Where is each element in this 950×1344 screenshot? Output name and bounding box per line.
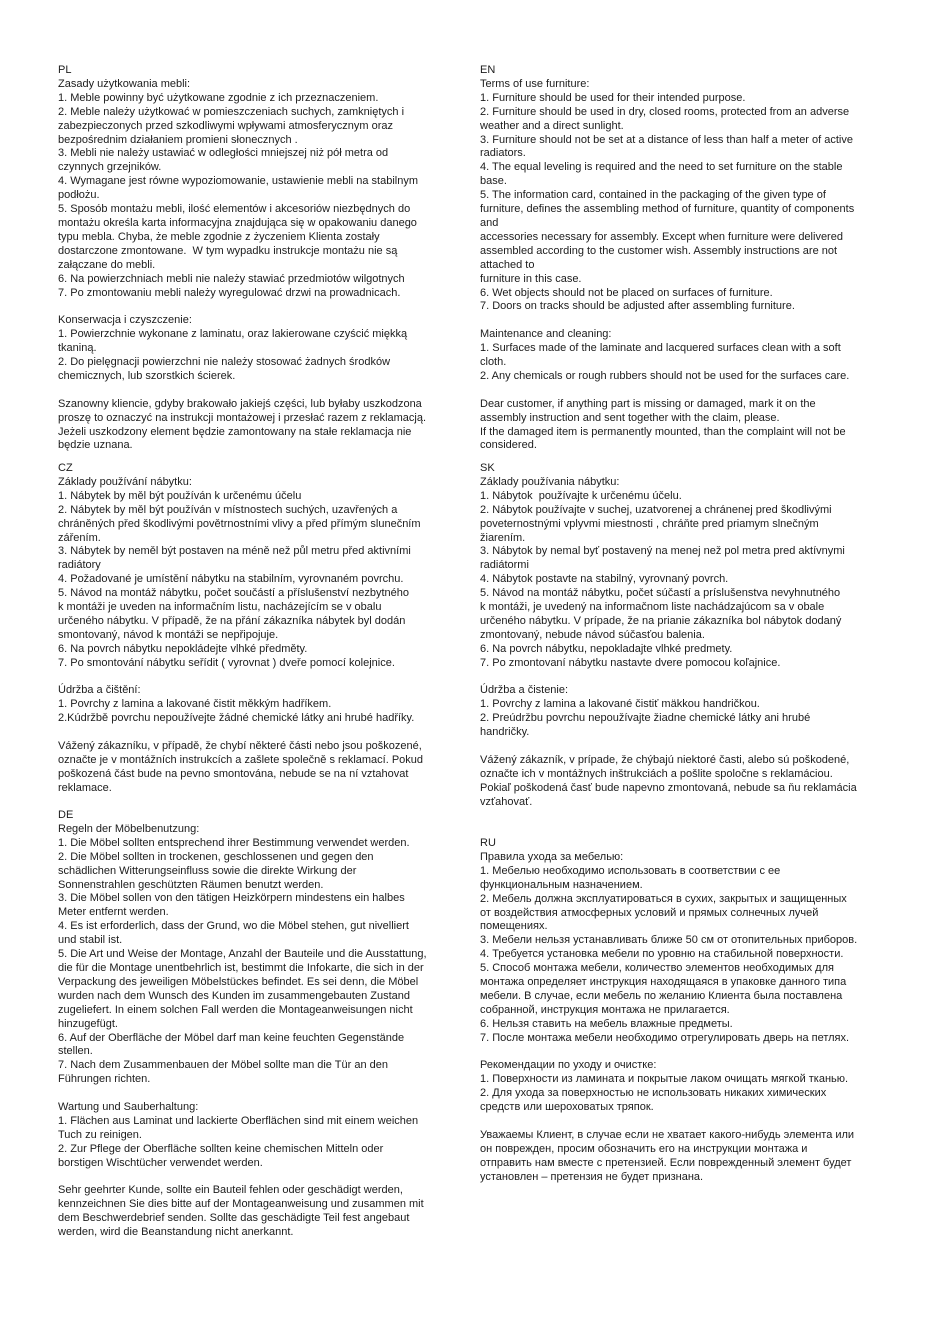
text-line: handričky. — [480, 726, 530, 739]
text-line: Führungen richten. — [58, 1073, 151, 1086]
text-line: montażu określa karta informacyjna znajdująca się w opakowaniu danego — [58, 216, 417, 229]
text-line: furniture, defines the assembling method of furniture, quantity of components — [480, 203, 855, 216]
section-cz — [58, 462, 468, 796]
blank-line — [58, 384, 468, 398]
text-line: Konserwacja i czyszczenie: — [58, 314, 192, 327]
text-line: určeného nábytku. V případě, že na přání zákazníka nábytek byl dodán — [58, 614, 406, 627]
text-line: wurden nach dem Wunsch des Kunden im zusammengebauten Zustand — [58, 989, 411, 1002]
blank-line — [480, 1115, 890, 1129]
text-line: установлен – претензия не будет признана. — [480, 1170, 704, 1183]
text-line: označte ich v montážnych inštrukciách a pošlite spoločne s reklamáciou. — [480, 767, 833, 780]
text-line: 1. Flächen aus Laminat und lackierte Oberflächen sind mit einem weichen — [58, 1114, 419, 1127]
text-line: 7. Po zmontowaniu mebli należy wyregulować drzwi na prowadnicach. — [58, 286, 401, 299]
text-line: от воздействия атмосферных условий и прямых солнечных лучей — [480, 906, 819, 919]
text-line: 1. Nábytek by měl být používán k určenému účelu — [58, 489, 302, 502]
text-line: 4. Es ist erforderlich, dass der Grund, wo die Möbel stehen, gut nivelliert — [58, 920, 409, 933]
blank-line — [480, 384, 890, 398]
language-code: EN — [480, 64, 496, 76]
text-line: 6. Wet objects should not be placed on surfaces of furniture. — [480, 286, 773, 299]
text-line: weather and a direct sunlight. — [480, 119, 624, 132]
text-line: zugeliefert. In einem solchen Fall werden die Montageanweisungen nicht — [58, 1003, 413, 1016]
text-line: cloth. — [480, 356, 507, 369]
text-line: žiarením. — [480, 531, 526, 544]
text-line: 1. Surfaces made of the laminate and lacquered surfaces clean with a soft — [480, 342, 841, 355]
text-line: 2. Мебель должна эксплуатироваться в сухих, закрытых и защищенных — [480, 892, 847, 905]
text-line: 5. The information card, contained in the packaging of the given type of — [480, 189, 826, 202]
text-line: radiátormi — [480, 559, 529, 572]
blank-line — [480, 314, 890, 328]
blank-line — [58, 671, 468, 685]
text-line: Terms of use furniture: — [480, 77, 590, 90]
text-line: załączane do mebli. — [58, 258, 156, 271]
text-line: tkaniną. — [58, 342, 97, 355]
text-line: k montáži je uveden na informačním listu, nacházejícím se v obalu — [58, 601, 382, 614]
text-line: poškozená část bude na pevno smontována, nebude se na ní vztahovat — [58, 767, 409, 780]
text-line: 1. Die Möbel sollten entsprechend ihrer Bestimmung verwendet werden. — [58, 836, 410, 849]
text-line: 7. Nach dem Zusammenbauen der Möbel sollte man die Tür an den — [58, 1059, 388, 1072]
text-line: typu mebla. Chyba, że meble zgodnie z życzeniem Klienta zostały — [58, 230, 380, 243]
text-line: средств или шероховатых тряпок. — [480, 1101, 654, 1114]
text-line: 2. Furniture should be used in dry, closed rooms, protected from an adverse — [480, 105, 850, 118]
text-line: Jeżeli uszkodzony element będzie zamontowany na stałe reklamacja nie — [58, 425, 412, 438]
text-line: podłożu. — [58, 189, 100, 202]
text-line: 2. Meble należy użytkować w pomieszczeniach suchych, zamkniętych i — [58, 105, 405, 118]
text-line: 6. Na povrch nábytku, nepokladajte vlhké predmety. — [480, 642, 733, 655]
language-code: CZ — [58, 462, 73, 474]
text-line: 5. Návod na montáž nábytku, počet súčastí a príslušenstva nevyhnutného — [480, 587, 841, 600]
language-code: PL — [58, 64, 72, 76]
text-line: 3. Nábytek by neměl být postaven na méně než půl metru před aktivními — [58, 545, 411, 558]
blank-line — [480, 1046, 890, 1060]
blank-line — [58, 726, 468, 740]
text-line: Základy používání nábytku: — [58, 475, 192, 488]
text-line: Údržba a čistenie: — [480, 684, 569, 697]
text-line: 7. Po zmontovaní nábytku nastavte dvere pomocou koľajnice. — [480, 656, 781, 669]
text-line: 3. Мебели нельзя устанавливать ближе 50 см от отопительных приборов. — [480, 934, 858, 947]
text-line: 1. Furniture should be used for their intended purpose. — [480, 91, 746, 104]
text-line: 2.Kúdržbě povrchu nepoužívejte žádné chemické látky ani hrubé hadříky. — [58, 712, 415, 725]
text-line: функциональным назначением. — [480, 878, 643, 891]
text-line: 5. Návod na montáž nábytku, počet součástí a příslušenství nezbytného — [58, 587, 409, 600]
blank-line — [58, 1087, 468, 1101]
text-line: assembly instruction and sent together with the claim, please. — [480, 411, 780, 424]
text-line: schädlichen Witterungseinfluss sowie die direkte Wirkung der — [58, 864, 357, 877]
text-line: 7. После монтажа мебели необходимо отрегулировать дверь на петлях. — [480, 1031, 850, 1044]
text-line: 1. Поверхности из ламината и покрытые лаком очищать мягкой тканью. — [480, 1073, 849, 1086]
language-code: RU — [480, 837, 496, 849]
text-line: Údržba a čištění: — [58, 684, 141, 697]
text-line: k montáži, je uvedený na informačnom liste nachádzajúcom sa v obale — [480, 601, 825, 614]
text-line: 1. Povrchy z lamina a lakované čistiť mäkkou handričkou. — [480, 698, 760, 711]
text-line: 1. Мебелью необходимо использовать в соответствии с ее — [480, 864, 781, 877]
text-line: 4. Nábytok postavte na stabilný, vyrovnaný povrch. — [480, 573, 729, 586]
text-line: 4. Wymagane jest równe wypoziomowanie, ustawienie mebli na stabilnym — [58, 175, 419, 188]
text-line: Maintenance and cleaning: — [480, 328, 612, 341]
text-line: 1. Meble powinny być użytkowane zgodnie z ich przeznaczeniem. — [58, 91, 379, 104]
text-line: Vážený zákazníku, v případě, že chybí některé části nebo jsou poškozené, — [58, 740, 422, 753]
text-line: chráněných před škodlivými povětrnostními vlivy a před přímým slunečním — [58, 517, 421, 530]
text-line: die für die Montage unentbehrlich ist, bestimmt die Infokarte, die sich in der — [58, 961, 424, 974]
text-line: помещениях. — [480, 920, 548, 933]
text-line: zabezpieczonych przed szkodliwymi wpływami atmosferycznym oraz — [58, 119, 394, 132]
text-line: poveternostnými vplyvmi miestnosti , chráňte pred priamym slnečným — [480, 517, 819, 530]
text-line: 6. Auf der Oberfläche der Möbel darf man keine feuchten Gegenstände — [58, 1031, 405, 1044]
text-line: chemicznych, lub szorstkich ścierek. — [58, 369, 236, 382]
text-line: 3. Die Möbel sollen von den tätigen Heizkörpern mindestens ein halbes — [58, 892, 405, 905]
text-line: určeného nábytku. V prípade, že na prianie zákazníka bol nábytok dodaný — [480, 614, 842, 627]
text-line: zářením. — [58, 531, 101, 544]
section-sk — [480, 462, 890, 810]
section-ru — [480, 837, 890, 1185]
text-line: and — [480, 216, 499, 229]
text-line: Regeln der Möbelbenutzung: — [58, 822, 200, 835]
text-line: 7. Doors on tracks should be adjusted after assembling furniture. — [480, 300, 795, 313]
text-line: мебели. В случае, если мебель по желанию Клиента была поставлена — [480, 989, 843, 1002]
text-line: zmontovaný, nebude návod súčasťou balenia. — [480, 628, 705, 641]
text-line: Zasady użytkowania mebli: — [58, 77, 191, 90]
text-line: 7. Po smontování nábytku seřídit ( vyrovnat ) dveře pomocí kolejnice. — [58, 656, 395, 669]
text-line: 4. Требуется установка мебели по уровню на стабильной поверхности. — [480, 948, 844, 961]
text-line: bezpośrednim działaniem promieni słonecznych . — [58, 133, 298, 146]
text-line: Рекомендации по уходу и очистке: — [480, 1059, 657, 1072]
text-line: furniture in this case. — [480, 272, 582, 285]
text-line: собранной, инструкция монтажа не прилагается. — [480, 1003, 730, 1016]
text-line: werden, wird die Beanstandung nicht anerkannt. — [58, 1226, 294, 1239]
blank-line — [480, 740, 890, 754]
text-line: Уважаемы Клиент, в случае если не хватает какого-нибудь элемента или — [480, 1129, 855, 1141]
text-line: If the damaged item is permanently mounted, than the complaint will not be — [480, 425, 846, 438]
text-line: accessories necessary for assembly. Except when furniture were delivered — [480, 230, 843, 243]
text-line: 3. Nábytok by nemal byť postavený na menej než pol metra pred aktívnymi — [480, 545, 845, 558]
text-line: 5. Способ монтажа мебели, количество элементов необходимых для — [480, 962, 834, 975]
blank-line — [480, 671, 890, 685]
text-line: 1. Powierzchnie wykonane z laminatu, oraz lakierowane czyścić miękką — [58, 328, 408, 341]
text-line: Základy používania nábytku: — [480, 475, 620, 488]
text-line: 2. Nábytek by měl být používán v místnostech suchých, uzavřených a — [58, 503, 398, 516]
text-line: 6. Na powierzchniach mebli nie należy stawiać przedmiotów wilgotnych — [58, 272, 405, 285]
text-line: Wartung und Sauberhaltung: — [58, 1101, 199, 1114]
text-line: hinzugefügt. — [58, 1017, 118, 1030]
text-line: borstigen Wischtücher verwendet werden. — [58, 1156, 263, 1169]
text-line: Tuch zu reinigen. — [58, 1128, 142, 1141]
text-line: dostarczone zmontowane. W tym wypadku instrukcje montażu nie są — [58, 244, 398, 257]
text-line: smontovaný, návod k montáži se nepřipojuje. — [58, 628, 279, 641]
text-line: отправить нам вместе с претензией. Если поврежденный элемент будет — [480, 1156, 852, 1169]
text-line: 2. Die Möbel sollten in trockenen, geschlossenen und gegen den — [58, 850, 374, 863]
text-line: Szanowny kliencie, gdyby brakowało jakiejś części, lub byłaby uszkodzona — [58, 397, 422, 410]
text-line: Pokiaľ poškodená časť bude napevno zmontovaná, nebude sa ňu reklamácia — [480, 781, 857, 794]
blank-line — [58, 300, 468, 314]
text-line: 4. Požadované je umístění nábytku na stabilním, vyrovnaném povrchu. — [58, 573, 404, 586]
text-line: Dear customer, if anything part is missing or damaged, mark it on the — [480, 397, 816, 410]
blank-line — [58, 1171, 468, 1185]
text-line: 3. Mebli nie należy ustawiać w odległości mniejszej niż pół metra od — [58, 147, 389, 160]
text-line: radiators. — [480, 147, 526, 160]
text-line: radiátory — [58, 559, 101, 572]
text-line: 4. The equal leveling is required and the need to set furniture on the stable — [480, 161, 843, 174]
text-line: assembled according to the customer wish. Assembly instructions are not — [480, 244, 838, 257]
text-line: und stabil ist. — [58, 934, 123, 947]
section-pl — [58, 64, 468, 453]
text-line: dem Beschwerdebrief senden. Sollte das geschädigte Teil fest angebaut — [58, 1212, 410, 1225]
text-line: kennzeichnen Sie dies bitte auf der Montageanweisung und zusammen mit — [58, 1198, 424, 1211]
text-line: Sehr geehrter Kunde, sollte ein Bauteil fehlen oder geschädigt werden, — [58, 1184, 403, 1197]
text-line: Правила ухода за мебелью: — [480, 850, 624, 863]
text-line: attached to — [480, 258, 535, 271]
text-line: będzie uznana. — [58, 439, 133, 452]
text-line: base. — [480, 175, 507, 188]
text-line: vzťahovať. — [480, 795, 533, 808]
text-line: stellen. — [58, 1045, 93, 1058]
text-line: 1. Nábytok používajte k určenému účelu. — [480, 489, 682, 502]
text-line: он поврежден, просим обозначить его на инструкции монтажа и — [480, 1142, 808, 1155]
text-line: Sonnenstrahlen geschützten Räumen benutzt werden. — [58, 878, 324, 891]
section-de — [58, 809, 468, 1240]
text-line: монтажа определяет инструкция находящаяся в упаковке данного типа — [480, 976, 847, 989]
language-code: SK — [480, 462, 495, 474]
text-line: Vážený zákazník, v prípade, že chýbajú niektoré časti, alebo sú poškodené, — [480, 754, 850, 766]
text-line: 5. Sposób montażu mebli, ilość elementów i akcesoriów niezbędnych do — [58, 203, 411, 216]
text-line: 2. Для ухода за поверхностью не использовать никаких химических — [480, 1087, 827, 1100]
text-line: czynnych grzejników. — [58, 161, 162, 174]
text-line: 5. Die Art und Weise der Montage, Anzahl der Bauteile und die Ausstattung, — [58, 948, 427, 961]
text-line: 1. Povrchy z lamina a lakované čistit měkkým hadříkem. — [58, 698, 332, 711]
text-line: 2. Do pielęgnacji powierzchni nie należy stosować żadnych środków — [58, 356, 391, 369]
text-line: 2. Any chemicals or rough rubbers should not be used for the surfaces care. — [480, 369, 850, 382]
text-line: 2. Preúdržbu povrchu nepoužívajte žiadne chemické látky ani hrubé — [480, 712, 811, 725]
text-line: Verpackung des jeweiligen Möbelstückes befindet. Es sei denn, die Möbel — [58, 975, 419, 988]
text-line: 2. Nábytok používajte v suchej, uzatvorenej a chránenej pred škodlivými — [480, 503, 832, 516]
text-line: proszę to oznaczyć na instrukcji montażowej i przesłać razem z reklamacją. — [58, 411, 427, 424]
text-line: Meter entfernt werden. — [58, 906, 169, 919]
text-line: reklamace. — [58, 781, 112, 794]
text-line: considered. — [480, 439, 537, 452]
text-line: 6. Na povrch nábytku nepokládejte vlhké předměty. — [58, 642, 308, 655]
section-en — [480, 64, 890, 453]
language-code: DE — [58, 809, 74, 821]
text-line: 3. Furniture should not be set at a distance of less than half a meter of active — [480, 133, 853, 146]
text-line: 6. Нельзя ставить на мебель влажные предметы. — [480, 1017, 733, 1030]
text-line: označte je v montážních instrukcích a zašlete společně s reklamací. Pokud — [58, 754, 424, 766]
text-line: 2. Zur Pflege der Oberfläche sollten keine chemischen Mitteln oder — [58, 1142, 384, 1155]
